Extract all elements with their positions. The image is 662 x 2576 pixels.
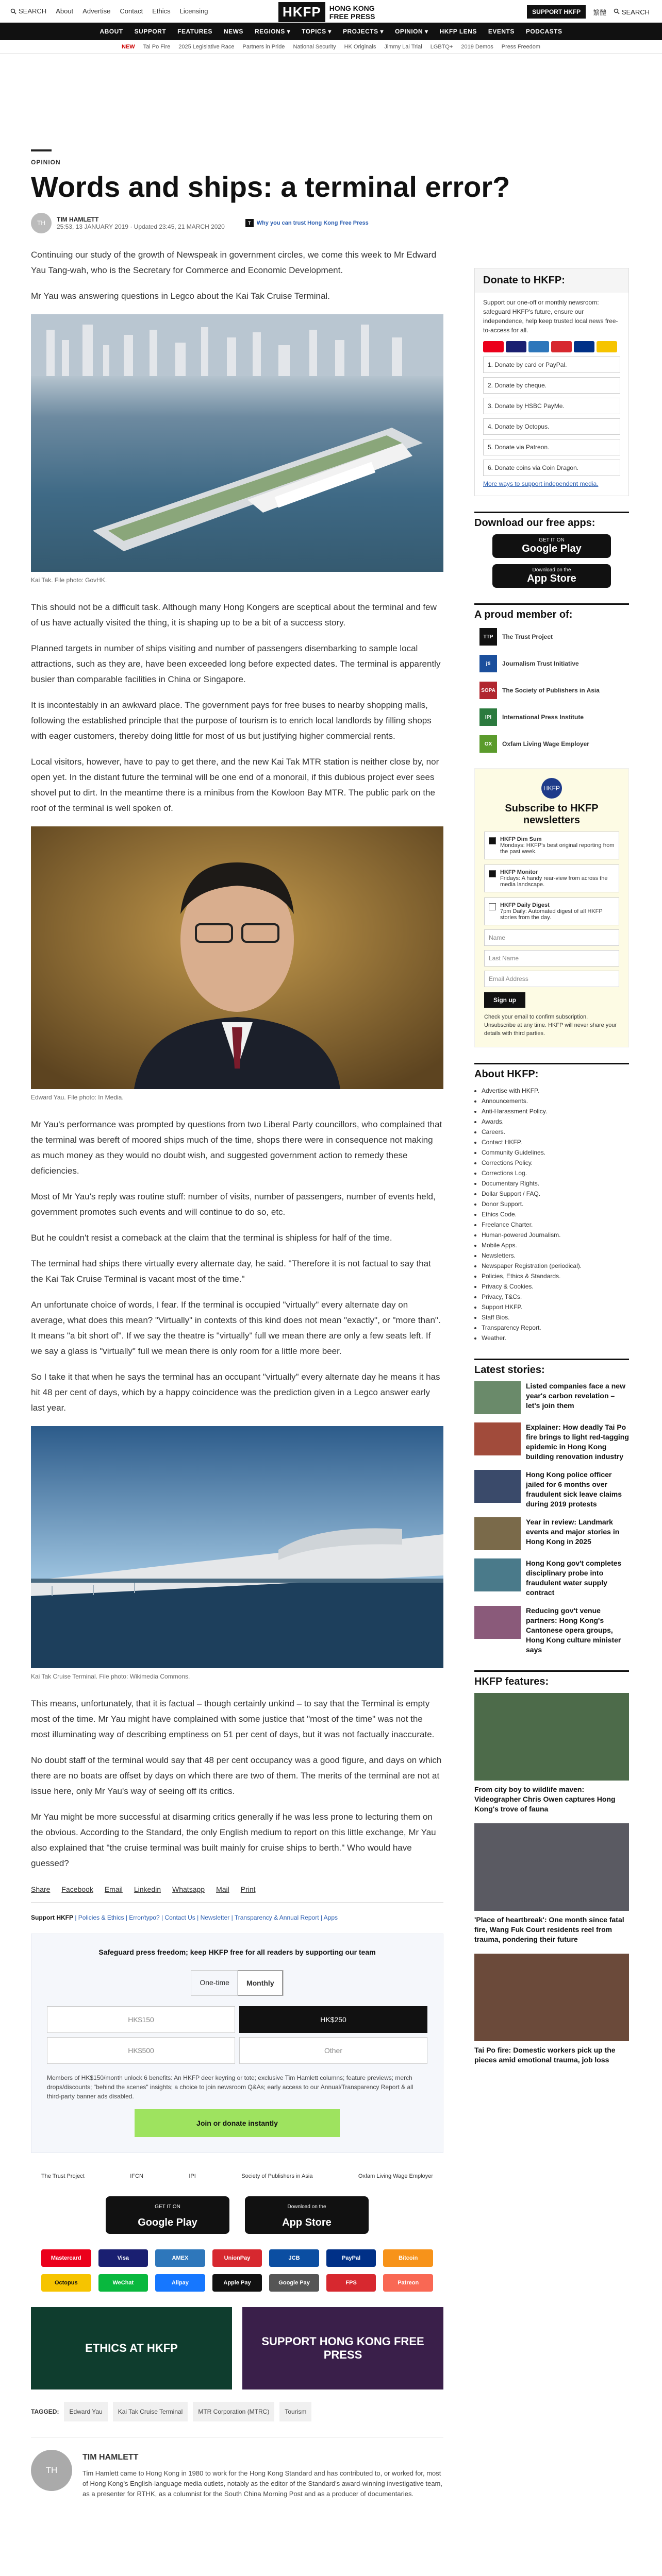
member-logo[interactable]: Oxfam Living Wage Employer	[358, 2173, 433, 2179]
paragraph: But he couldn't resist a comeback at the claim that the terminal is shipless for half of the time.	[31, 1233, 392, 1243]
top-link[interactable]: Licensing	[179, 7, 208, 15]
newsletter-option[interactable]	[484, 897, 619, 925]
article-header	[31, 149, 629, 233]
amount-option[interactable]: Other	[239, 2037, 427, 2064]
about-link[interactable]: • Staff Bios.	[482, 1312, 629, 1323]
member-name: Journalism Trust Initiative	[502, 660, 579, 667]
member-logo[interactable]: IPI	[189, 2173, 196, 2179]
feature-title: Tai Po fire: Domestic workers pick up the pieces amid emotional trauma, job loss	[474, 2046, 616, 2064]
one-time-option[interactable]: One-time	[200, 1978, 229, 1987]
about-link[interactable]: • Advertise with HKFP.	[482, 1086, 629, 1096]
about-link[interactable]: • Careers.	[482, 1127, 629, 1137]
search-icon	[614, 8, 620, 14]
author-avatar-large[interactable]: TH	[31, 2450, 72, 2491]
store-big: App Store	[282, 2217, 332, 2228]
about-link[interactable]: • Corrections Log.	[482, 1168, 629, 1178]
about-link[interactable]: • Human-powered Journalism.	[482, 1230, 629, 1240]
story-title: Listed companies face a new year's carbon revelation – let's join them	[526, 1382, 625, 1410]
share-bar	[31, 1882, 443, 1903]
mastercard-icon	[483, 341, 504, 352]
top-bar-right	[527, 5, 650, 19]
logo-line-1: HONG KONG	[329, 4, 375, 12]
subnav-item[interactable]: HK Originals	[344, 43, 376, 50]
checkbox-checked[interactable]	[489, 870, 496, 877]
share-email[interactable]: Email	[104, 1885, 123, 1893]
donate-option[interactable]: 2. Donate by cheque.	[483, 377, 620, 394]
paragraph: No doubt staff of the terminal would say that 48 per cent occupancy was a good figure, and days on which there are no boats are offset by days on which there are two of them. The merits of the terminal are not at issue here, only Mr Yau's way of seeing off its critics.	[31, 1755, 442, 1796]
feature-title: 'Place of heartbreak': One month since fatal fire, Wang Fuk Court residents reel from trauma, pondering their future	[474, 1916, 624, 1943]
about-link[interactable]: • Awards.	[482, 1116, 629, 1127]
nl-desc: Mondays: HKFP's best original reporting from the past week.	[500, 842, 615, 855]
paragraph: An unfortunate choice of words, I fear. If the terminal is occupied "virtually" every alternate day on average, what does this mean? "Virtually" in contexts of this kind does not mean "exactly", or "more than". It means "a bit short of". If we say the theatre is "virtually" full we mean there are only a few seats left. If we say a glass is "virtually" full we mean there is only room for a little more beer.	[31, 1300, 441, 1356]
about-link[interactable]: • Newspaper Registration (periodical).	[482, 1261, 629, 1271]
member-item[interactable]	[479, 628, 629, 646]
mastercard-icon[interactable]: Mastercard	[41, 2249, 91, 2267]
story-title: Hong Kong gov't completes disciplinary probe into fraudulent water supply contract	[526, 1559, 622, 1597]
tags-label: TAGGED:	[31, 2408, 59, 2415]
member-name: Oxfam Living Wage Employer	[502, 740, 589, 748]
about-title: About HKFP:	[474, 1063, 629, 1080]
about-link[interactable]: • Mobile Apps.	[482, 1240, 629, 1250]
nav-item[interactable]: REGIONS ▾	[254, 28, 291, 35]
top-link[interactable]: Advertise	[82, 7, 111, 15]
search-label: SEARCH	[621, 8, 650, 16]
unionpay-icon	[551, 341, 572, 352]
story-title: Reducing gov't venue partners: Hong Kong's Cantonese opera groups, Hong Kong culture minister says	[526, 1606, 621, 1654]
paypal-icon[interactable]: PayPal	[326, 2249, 376, 2267]
octopus-icon[interactable]: Octopus	[41, 2274, 91, 2292]
store-small: Download on the	[532, 567, 571, 573]
paragraph: Mr Yau might be more successful at disarming critics generally if he was less prone to lecturing them on the obvious. According to the Standard, the only English medium to report on this little exchange, Mr Yau also explained that "the cruise terminal was built mainly for cruise ships to berth." Who would have guessed?	[31, 1812, 436, 1868]
nav-item[interactable]: SUPPORT	[134, 28, 167, 35]
author-bio: Tim Hamlett came to Hong Kong in 1980 to work for the Hong Kong Standard and has contributed to, or worked for, most of Hong Kong's English-language media outlets, notably as the editor of the Standard's award-winning investigative team, as a presenter for RTHK, as a columnist for the South China Morning Post and as a producer of documentaries.	[82, 2469, 442, 2498]
nl-desc: 7pm Daily: Automated digest of all HKFP stories from the day.	[500, 908, 603, 921]
policy-link[interactable]: Policies & Ethics	[78, 1914, 124, 1921]
support-button[interactable]: SUPPORT HKFP	[527, 5, 586, 19]
feature-title: From city boy to wildlife maven: Videographer Chris Owen captures Hong Kong's trove of fauna	[474, 1785, 616, 1813]
sidebar-donate-title: Donate to HKFP:	[475, 268, 628, 293]
about-link[interactable]: • Donor Support.	[482, 1199, 629, 1209]
subnav-item[interactable]: 2025 Legislative Race	[178, 43, 235, 50]
author-name[interactable]: TIM HAMLETT	[57, 216, 99, 223]
about-link[interactable]: • Dollar Support / FAQ.	[482, 1189, 629, 1199]
latest-story[interactable]	[474, 1422, 629, 1462]
latest-story[interactable]	[474, 1381, 629, 1414]
more-ways-link[interactable]: More ways to support independent media.	[483, 480, 599, 487]
nav-item[interactable]: OPINION ▾	[395, 28, 428, 35]
subnav-item[interactable]: Partners in Pride	[242, 43, 285, 50]
nl-name: HKFP Monitor	[500, 869, 538, 875]
donate-option[interactable]: 4. Donate by Octopus.	[483, 418, 620, 435]
apps-link[interactable]: Apps	[323, 1914, 338, 1921]
donate-box	[31, 1934, 443, 2153]
feature-image[interactable]	[474, 1693, 629, 1781]
about-link[interactable]: • Privacy & Cookies.	[482, 1281, 629, 1292]
paragraph: Mr Yau was answering questions in Legco about the Kai Tak Cruise Terminal.	[31, 291, 330, 301]
feature-image[interactable]	[474, 1823, 629, 1911]
member-logos-row	[31, 2168, 443, 2184]
donate-option[interactable]: 1. Donate by card or PayPal.	[483, 357, 620, 373]
share-print[interactable]: Print	[240, 1885, 256, 1893]
subnav-item[interactable]: Press Freedom	[501, 43, 540, 50]
site-logo[interactable]	[278, 2, 375, 22]
member-name: International Press Institute	[502, 714, 584, 721]
paragraph: The terminal had ships there virtually every alternate day, he said. "Therefore it is not factual to say that the Kai Tak Cruise Terminal is vacant most of the time."	[31, 1259, 431, 1284]
photo-caption: Kai Tak. File photo: GovHK.	[31, 577, 107, 584]
sidebar	[474, 268, 629, 2074]
top-bar-links	[10, 7, 208, 15]
donate-option[interactable]: 5. Donate via Patreon.	[483, 439, 620, 455]
latest-stories	[474, 1381, 629, 1655]
tag-list	[31, 2402, 443, 2421]
features-list	[474, 1693, 629, 2065]
subnav-item[interactable]: Tai Po Fire	[143, 43, 171, 50]
join-button[interactable]: Join or donate instantly	[135, 2109, 340, 2137]
subnav-item[interactable]: Jimmy Lai Trial	[384, 43, 422, 50]
nav-item[interactable]: ABOUT	[100, 28, 123, 35]
nav-item[interactable]: PROJECTS ▾	[342, 28, 384, 35]
apps-title: Download our free apps:	[474, 512, 629, 529]
last-name-field[interactable]: Last Name	[484, 950, 619, 967]
member-item[interactable]	[479, 682, 629, 699]
member-name: The Society of Publishers in Asia	[502, 687, 600, 694]
paragraph: Continuing our study of the growth of Newspeak in government circles, we come this week to Mr Edward Yau Tang-wah, who is the Secretary for Commerce and Economic Development.	[31, 250, 437, 275]
nav-item[interactable]: TOPICS ▾	[302, 28, 332, 35]
store-big: Google Play	[522, 543, 582, 554]
member-perks: Members of HK$150/month unlock 6 benefits: An HKFP deer keyring or tote; exclusive Tim Hamlett columns; feature previews; merch drops/discounts; "behind the scenes" insights; a choice to join newsroom Q&As; early access to our Annual/Transparency Report & all third-party banner ads disabled.	[47, 2074, 413, 2100]
about-link[interactable]: • Privacy, T&Cs.	[482, 1292, 629, 1302]
newsletter-box	[474, 768, 629, 1047]
ipi-icon: IPI	[479, 708, 497, 726]
story-thumbnail[interactable]	[474, 1606, 521, 1639]
newsletter-option[interactable]	[484, 832, 619, 859]
latest-story[interactable]	[474, 1606, 629, 1655]
newsletter-note: Check your email to confirm subscription. Unsubscribe at any time. HKFP will never share your details with third parties.	[484, 1014, 617, 1037]
photo-illustration	[31, 314, 443, 572]
top-link[interactable]: About	[56, 7, 74, 15]
paragraph: This should not be a difficult task. Although many Hong Kongers are sceptical about the terminal and few of us have actually visited the thing, it is shaping up to be a bit of a success story.	[31, 602, 437, 628]
paragraph: This means, unfortunately, that it is factual – though certainly unkind – to say that the Terminal is empty most of the time. Mr Yau might have complained with some justice that "most of the time" was not the most illuminating way of describing emptiness on 51 per cent of days, but it was not factually inaccurate.	[31, 1699, 435, 1739]
email-field[interactable]: Email Address	[484, 971, 619, 987]
paragraph: Local visitors, however, have to pay to get there, and the new Kai Tak MTR station is neither close by, nor open yet. In the distant future the terminal will be one end of a monorail, if this dubious project ever sees shovel put to dirt. In the meantime there is a minibus from the Kowloon Bay MTR. The public park on the roof of the terminal is well spoken of.	[31, 757, 439, 813]
name-field[interactable]: Name	[484, 929, 619, 946]
article-dates: 25:53, 13 JANUARY 2019 · Updated 23:45, 21 MARCH 2020	[57, 223, 225, 230]
contact-link[interactable]: Contact Us	[164, 1914, 195, 1921]
newsletter-link[interactable]: Newsletter	[200, 1914, 230, 1921]
story-thumbnail[interactable]	[474, 1470, 521, 1503]
report-link[interactable]: Transparency & Annual Report	[234, 1914, 319, 1921]
feature-story[interactable]	[474, 1693, 629, 1814]
store-small: Download on the	[287, 2204, 326, 2210]
kai-tak-aerial-photo	[31, 314, 443, 572]
latest-story[interactable]	[474, 1470, 629, 1509]
logo-box: HKFP	[278, 2, 325, 22]
about-link[interactable]: • Corrections Policy.	[482, 1158, 629, 1168]
search-link[interactable]	[10, 7, 46, 15]
payment-methods	[31, 2249, 443, 2292]
apple-pay-icon[interactable]: Apple Pay	[212, 2274, 262, 2292]
google-pay-icon[interactable]: Google Pay	[269, 2274, 319, 2292]
sub-nav	[0, 40, 662, 54]
about-link[interactable]: • Contact HKFP.	[482, 1137, 629, 1147]
amount-option[interactable]: HK$500	[47, 2037, 235, 2064]
unionpay-icon[interactable]: UnionPay	[212, 2249, 262, 2267]
top-link[interactable]: Ethics	[152, 7, 171, 15]
language-switch[interactable]: 繁體	[593, 8, 607, 16]
nav-item[interactable]: EVENTS	[488, 28, 515, 35]
checkbox-checked[interactable]	[489, 837, 496, 844]
nl-name: HKFP Dim Sum	[500, 836, 542, 842]
support-banner[interactable]: SUPPORT HONG KONG FREE PRESS	[242, 2307, 443, 2389]
paragraph: Most of Mr Yau's reply was routine stuff: number of visits, number of passengers, number of events held, government promotes such events and will continue to do so, etc.	[31, 1192, 436, 1217]
member-logo[interactable]: Society of Publishers in Asia	[241, 2173, 313, 2179]
story-thumbnail[interactable]	[474, 1381, 521, 1414]
trust-project-icon: T	[245, 219, 254, 227]
donate-option[interactable]: 6. Donate coins via Coin Dragon.	[483, 460, 620, 476]
top-link: SEARCH	[19, 7, 47, 15]
member-item[interactable]	[479, 655, 629, 672]
ethics-banner[interactable]: ETHICS AT HKFP	[31, 2307, 232, 2389]
article-category[interactable]: OPINION	[31, 159, 61, 166]
store-big: Google Play	[138, 2217, 197, 2228]
search-button[interactable]	[614, 8, 650, 16]
sopa-icon: SOPA	[479, 682, 497, 699]
share-label: Share	[31, 1885, 51, 1893]
about-link[interactable]: • Ethics Code.	[482, 1209, 629, 1219]
monthly-option[interactable]: Monthly	[238, 1971, 283, 1995]
about-link[interactable]: • Community Guidelines.	[482, 1147, 629, 1158]
story-thumbnail[interactable]	[474, 1422, 521, 1455]
amount-option[interactable]: HK$150	[47, 2006, 235, 2033]
google-play-button[interactable]	[106, 2196, 229, 2234]
amex-icon[interactable]: AMEX	[155, 2249, 205, 2267]
share-mail[interactable]: Mail	[216, 1885, 229, 1893]
sidebar-donate-text: Support our one-off or monthly newsroom: safeguard HKFP's future, ensure our independence, help keep trusted local news free-to-access for all.	[483, 299, 618, 334]
member-item[interactable]	[479, 708, 629, 726]
latest-story[interactable]	[474, 1558, 629, 1598]
main-nav	[0, 23, 662, 40]
photo-caption: Kai Tak Cruise Terminal. File photo: Wikimedia Commons.	[31, 1673, 190, 1680]
portrait-illustration	[31, 826, 443, 1089]
nav-item[interactable]: PODCASTS	[525, 28, 562, 35]
about-link[interactable]: • Documentary Rights.	[482, 1178, 629, 1189]
paypal-icon	[574, 341, 594, 352]
about-link[interactable]: • Policies, Ethics & Standards.	[482, 1271, 629, 1281]
tag[interactable]: Kai Tak Cruise Terminal	[113, 2402, 188, 2421]
frequency-toggle	[191, 1970, 283, 1996]
support-links: Support HKFP | Policies & Ethics | Error/typo? | Contact Us | Newsletter | Transparency & Annual Report | Apps	[31, 1914, 338, 1921]
store-small: GET IT ON	[155, 2204, 180, 2210]
article-body	[31, 247, 443, 2510]
typo-link[interactable]: Error/typo?	[129, 1914, 160, 1921]
member-item[interactable]	[479, 735, 629, 753]
edward-yau-photo	[31, 826, 443, 1089]
terminal-illustration	[31, 1426, 443, 1668]
bitcoin-icon[interactable]: Bitcoin	[383, 2249, 433, 2267]
member-name: The Trust Project	[502, 633, 553, 640]
donate-option[interactable]: 3. Donate by HSBC PayMe.	[483, 398, 620, 414]
trust-project-icon: TTP	[479, 628, 497, 646]
features-title: HKFP features:	[474, 1670, 629, 1688]
nl-desc: Fridays: A handy rear-view from across the media landscape.	[500, 875, 608, 888]
trust-link[interactable]	[245, 219, 369, 227]
fps-icon[interactable]: FPS	[326, 2274, 376, 2292]
nav-item[interactable]: FEATURES	[177, 28, 212, 35]
cruise-terminal-photo	[31, 1426, 443, 1668]
author-avatar[interactable]: TH	[31, 213, 52, 233]
latest-story[interactable]	[474, 1517, 629, 1550]
jti-icon: jti	[479, 655, 497, 672]
story-title: Explainer: How deadly Tai Po fire brings to light red-tagging epidemic in Hong Kong building renovation industry	[526, 1423, 629, 1461]
story-title: Hong Kong police officer jailed for 6 months over fraudulent sick leave claims during 2019 protests	[526, 1470, 622, 1508]
oxfam-icon: OX	[479, 735, 497, 753]
nav-item[interactable]: NEWS	[223, 28, 243, 35]
about-link[interactable]: • Anti-Harassment Policy.	[482, 1106, 629, 1116]
checkbox[interactable]	[489, 903, 496, 910]
app-store-button[interactable]	[492, 564, 611, 588]
hkfp-badge-icon: HKFP	[541, 778, 562, 799]
story-thumbnail[interactable]	[474, 1558, 521, 1591]
latest-title: Latest stories:	[474, 1359, 629, 1376]
trust-label: Why you can trust Hong Kong Free Press	[256, 220, 369, 226]
member-logo[interactable]: The Trust Project	[41, 2173, 85, 2179]
author-box-name[interactable]: TIM HAMLETT	[82, 2453, 139, 2462]
paragraph: So I take it that when he says the terminal has an occupant "virtually" every alternate day he means it has hit 48 per cent of days, which by a happy coincidence was the prediction given in a Legco answer early last year.	[31, 1372, 440, 1413]
store-small: GET IT ON	[539, 537, 565, 543]
share-facebook[interactable]: Facebook	[61, 1885, 93, 1893]
about-link[interactable]: • Weather.	[482, 1333, 629, 1343]
jcb-icon[interactable]: JCB	[269, 2249, 319, 2267]
feature-story[interactable]	[474, 1954, 629, 2065]
wechat-icon[interactable]: WeChat	[98, 2274, 148, 2292]
member-title: A proud member of:	[474, 603, 629, 621]
visa-icon	[506, 341, 526, 352]
top-link[interactable]: Contact	[120, 7, 143, 15]
new-badge: NEW	[122, 43, 135, 50]
amex-icon	[528, 341, 549, 352]
divider	[31, 149, 52, 151]
feature-image[interactable]	[474, 1954, 629, 2041]
share-whatsapp[interactable]: Whatsapp	[172, 1885, 205, 1893]
donate-options	[483, 357, 620, 476]
patreon-icon[interactable]: Patreon	[383, 2274, 433, 2292]
top-bar	[0, 0, 662, 23]
paragraph: It is incontestably in an awkward place. The government pays for free buses to nearby shopping malls, following the established principle that the purpose of tourism is to enrich local landlords by filling shops with eager customers, thereby doing little for most of us but justifying higher commercial rents.	[31, 700, 432, 741]
app-store-button[interactable]	[245, 2196, 369, 2234]
author-box	[31, 2437, 443, 2510]
about-link[interactable]: • Support HKFP.	[482, 1302, 629, 1312]
tag[interactable]: Edward Yau	[64, 2402, 107, 2421]
newsletter-option[interactable]	[484, 865, 619, 892]
amount-option-selected[interactable]: HK$250	[239, 2006, 427, 2033]
google-play-button[interactable]	[492, 534, 611, 558]
search-icon	[10, 8, 16, 14]
octopus-icon	[597, 341, 617, 352]
newsletter-title: Subscribe to HKFP newsletters	[505, 803, 599, 826]
tag[interactable]: MTR Corporation (MTRC)	[193, 2402, 274, 2421]
feature-story[interactable]	[474, 1823, 629, 1944]
paragraph: Planned targets in number of ships visiting and number of passengers disembarking to sample local attractions, such as they are, have been exceeded long before expected dates. The terminal is apparently busier than comparable facilities in China or Singapore.	[31, 643, 441, 684]
tag[interactable]: Tourism	[279, 2402, 311, 2421]
logo-line-2: FREE PRESS	[329, 12, 375, 21]
visa-icon[interactable]: Visa	[98, 2249, 148, 2267]
photo-caption: Edward Yau. File photo: In Media.	[31, 1094, 124, 1101]
support-link[interactable]: Support HKFP	[31, 1914, 73, 1921]
story-title: Year in review: Landmark events and major stories in Hong Kong in 2025	[526, 1518, 620, 1546]
store-big: App Store	[527, 573, 576, 584]
member-list	[479, 628, 629, 753]
sidebar-app-buttons	[474, 534, 629, 588]
signup-button[interactable]: Sign up	[484, 992, 525, 1008]
about-list	[482, 1086, 629, 1343]
about-link[interactable]: • Transparency Report.	[482, 1323, 629, 1333]
about-link[interactable]: • Announcements.	[482, 1096, 629, 1106]
logo-text	[329, 4, 375, 21]
about-link[interactable]: • Newsletters.	[482, 1250, 629, 1261]
nl-name: HKFP Daily Digest	[500, 902, 550, 908]
member-logo[interactable]: IFCN	[130, 2173, 143, 2179]
amount-options	[47, 2006, 427, 2064]
promo-banners	[31, 2307, 443, 2389]
subnav-item[interactable]: LGBTQ+	[430, 43, 453, 50]
share-linkedin[interactable]: Linkedin	[134, 1885, 161, 1893]
nav-item[interactable]: HKFP LENS	[439, 28, 477, 35]
subnav-item[interactable]: National Security	[293, 43, 336, 50]
byline	[31, 213, 629, 233]
paragraph: Mr Yau's performance was prompted by questions from two Liberal Party councillors, who complained that the terminal was bereft of moored ships much of the time, shops there were in consequence not making as much money as they would no doubt wish, and suggested government action to remedy these deficiencies.	[31, 1120, 442, 1176]
about-link[interactable]: • Freelance Charter.	[482, 1219, 629, 1230]
app-store-row	[31, 2196, 443, 2234]
donate-headline: Safeguard press freedom; keep HKFP free for all readers by supporting our team	[98, 1948, 376, 1956]
story-thumbnail[interactable]	[474, 1517, 521, 1550]
card-logos	[483, 341, 620, 352]
subnav-item[interactable]: 2019 Demos	[461, 43, 493, 50]
article-title: Words and ships: a terminal error?	[31, 171, 510, 203]
alipay-icon[interactable]: Alipay	[155, 2274, 205, 2292]
sidebar-donate	[474, 268, 629, 496]
